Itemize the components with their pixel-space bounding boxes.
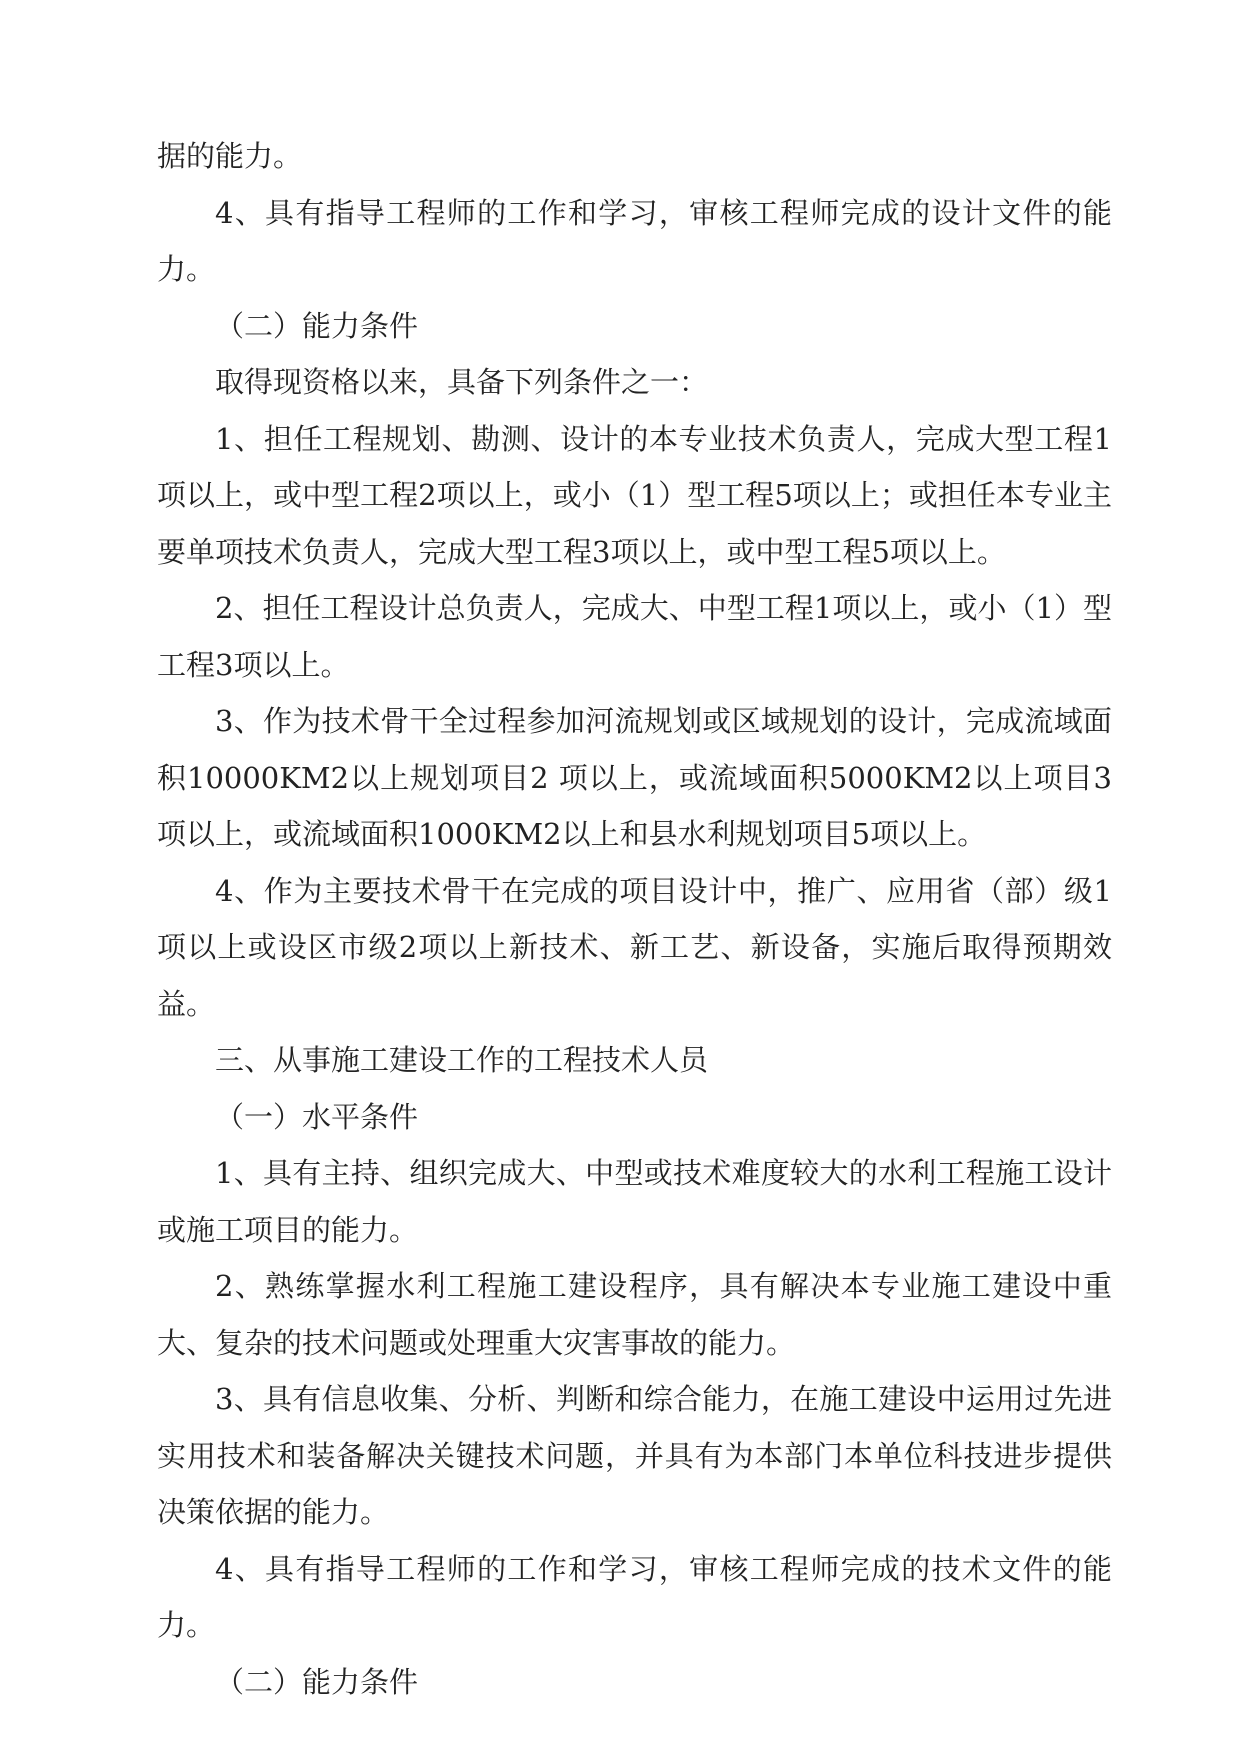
paragraph-level-2: 2、熟练掌握水利工程施工建设程序，具有解决本专业施工建设中重大、复杂的技术问题或处理重大灾害事故的能力。 xyxy=(157,1269,1112,1360)
paragraph-level-1: 1、具有主持、组织完成大、中型或技术难度较大的水利工程施工设计或施工项目的能力。 xyxy=(157,1156,1112,1247)
section-heading-construction: 三、从事施工建设工作的工程技术人员 xyxy=(215,1043,709,1077)
paragraph-level-4b: 4、具有指导工程师的工作和学习，审核工程师完成的技术文件的能力。 xyxy=(157,1551,1112,1642)
paragraph-level-4: 4、具有指导工程师的工作和学习，审核工程师完成的设计文件的能力。 xyxy=(157,195,1112,286)
paragraph-level-3: 3、具有信息收集、分析、判断和综合能力，在施工建设中运用过先进实用技术和装备解决关键技术问题，并具有为本部门本单位科技进步提供决策依据的能力。 xyxy=(157,1382,1112,1529)
paragraph-item-4: 4、作为主要技术骨干在完成的项目设计中，推广、应用省（部）级1项以上或设区市级2项以上新技术、新工艺、新设备，实施后取得预期效益。 xyxy=(157,873,1112,1021)
paragraph-intro: 取得现资格以来，具备下列条件之一： xyxy=(215,365,709,399)
section-heading-capability-2: （二）能力条件 xyxy=(215,1664,419,1699)
paragraph-continuation: 据的能力。 xyxy=(157,139,303,173)
document-body xyxy=(157,128,1112,1710)
section-heading-capability: （二）能力条件 xyxy=(215,308,419,343)
section-heading-level: （一）水平条件 xyxy=(215,1099,419,1134)
paragraph-item-2: 2、担任工程设计总负责人，完成大、中型工程1项以上，或小（1）型工程3项以上。 xyxy=(157,591,1112,682)
paragraph-item-1: 1、担任工程规划、勘测、设计的本专业技术负责人，完成大型工程1项以上，或中型工程2项以上，或小（1）型工程5项以上；或担任本专业主要单项技术负责人，完成大型工程3项以上，或中型工程5项以上。 xyxy=(157,421,1112,569)
paragraph-item-3: 3、作为技术骨干全过程参加河流规划或区域规划的设计，完成流域面积10000KM2以上规划项目2 项以上，或流域面积5000KM2以上项目3项以上，或流域面积1000KM2以上和县水利规划项目5项以上。 xyxy=(157,704,1112,851)
